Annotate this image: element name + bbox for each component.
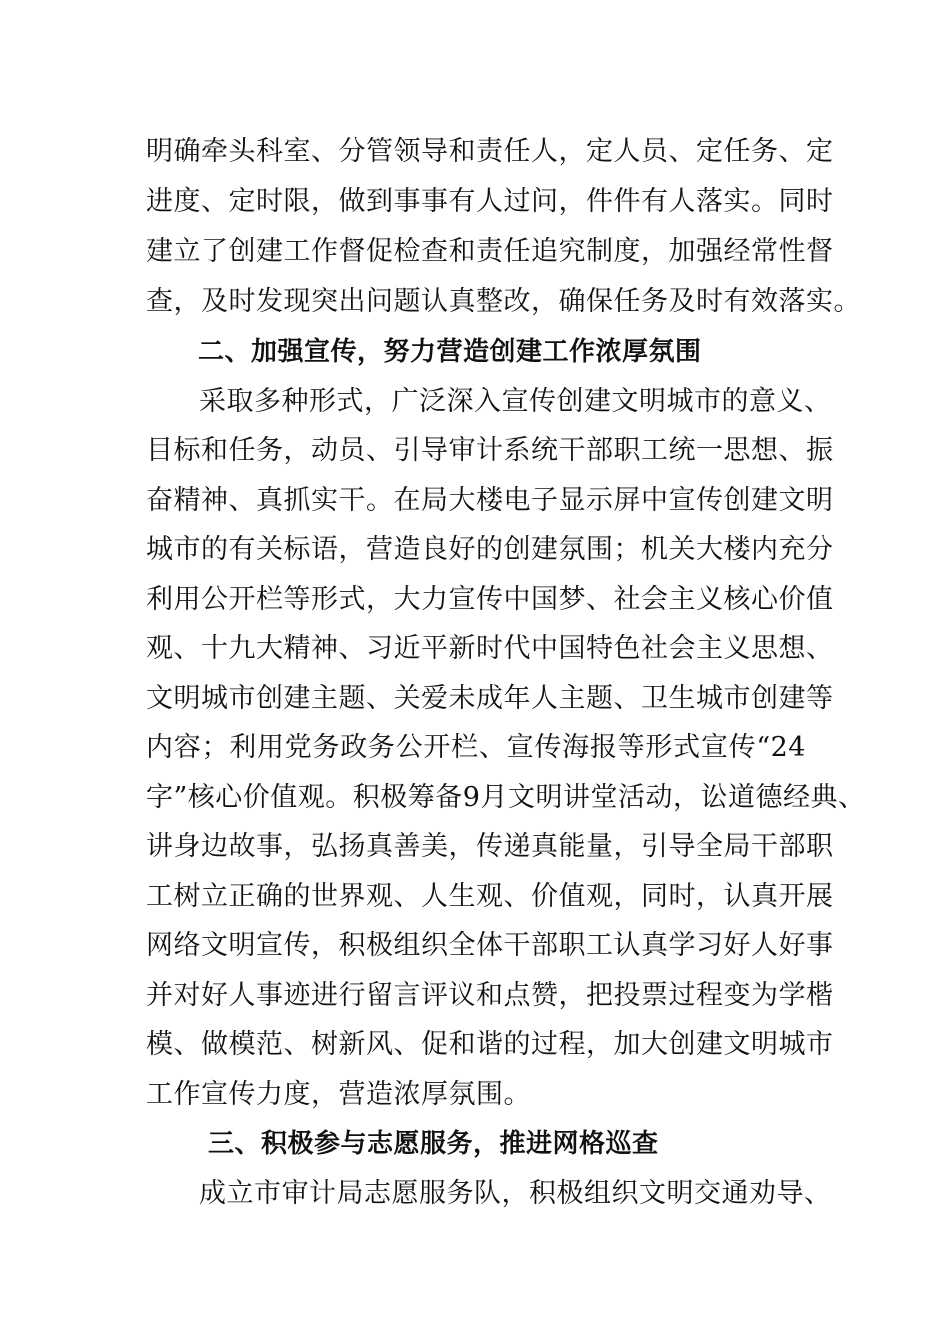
paragraph-line: 查，及时发现突出问题认真整改，确保任务及时有效落实。 [146,286,861,317]
paragraph-line: 工作宣传力度，营造浓厚氛围。 [146,1079,531,1110]
paragraph-line: 目标和任务，动员、引导审计系统干部职工统一思想、振 [146,435,834,466]
paragraph-line: 采取多种形式，广泛深入宣传创建文明城市的意义、 [199,386,832,417]
paragraph-line: 模、做模范、树新风、促和谐的过程，加大创建文明城市 [146,1029,834,1060]
paragraph-line: 网络文明宣传，积极组织全体干部职工认真学习好人好事 [146,930,834,961]
paragraph-line: 城市的有关标语，营造良好的创建氛围；机关大楼内充分 [146,534,834,565]
paragraph-line: 奋精神、真抓实干。在局大楼电子显示屏中宣传创建文明 [146,485,834,516]
section-heading: 三、积极参与志愿服务，推进网格巡查 [208,1129,659,1159]
paragraph-line: 成立市审计局志愿服务队，积极组织文明交通劝导、 [199,1178,832,1209]
section-heading: 二、加强宣传，努力营造创建工作浓厚氛围 [198,337,702,367]
paragraph-line: 并对好人事迹进行留言评议和点赞，把投票过程变为学楷 [146,980,834,1011]
paragraph-line: 讲身边故事，弘扬真善美，传递真能量，引导全局干部职 [146,831,834,862]
paragraph-line: 工树立正确的世界观、人生观、价值观，同时，认真开展 [146,881,834,912]
paragraph-line: 明确牵头科室、分管领导和责任人，定人员、定任务、定 [146,136,834,167]
paragraph-line: 内容；利用党务政务公开栏、宣传海报等形式宣传“24 [146,732,806,763]
paragraph-line: 建立了创建工作督促检查和责任追究制度，加强经常性督 [146,236,834,267]
paragraph-line: 进度、定时限，做到事事有人过问，件件有人落实。同时 [146,186,834,217]
paragraph-line: 字”核心价值观。积极筹备9月文明讲堂活动，讼道德经典、 [146,782,866,813]
paragraph-line: 观、十九大精神、习近平新时代中国特色社会主义思想、 [146,633,834,664]
paragraph-line: 利用公开栏等形式，大力宣传中国梦、社会主义核心价值 [146,584,834,615]
paragraph-line: 文明城市创建主题、关爱未成年人主题、卫生城市创建等 [146,683,834,714]
